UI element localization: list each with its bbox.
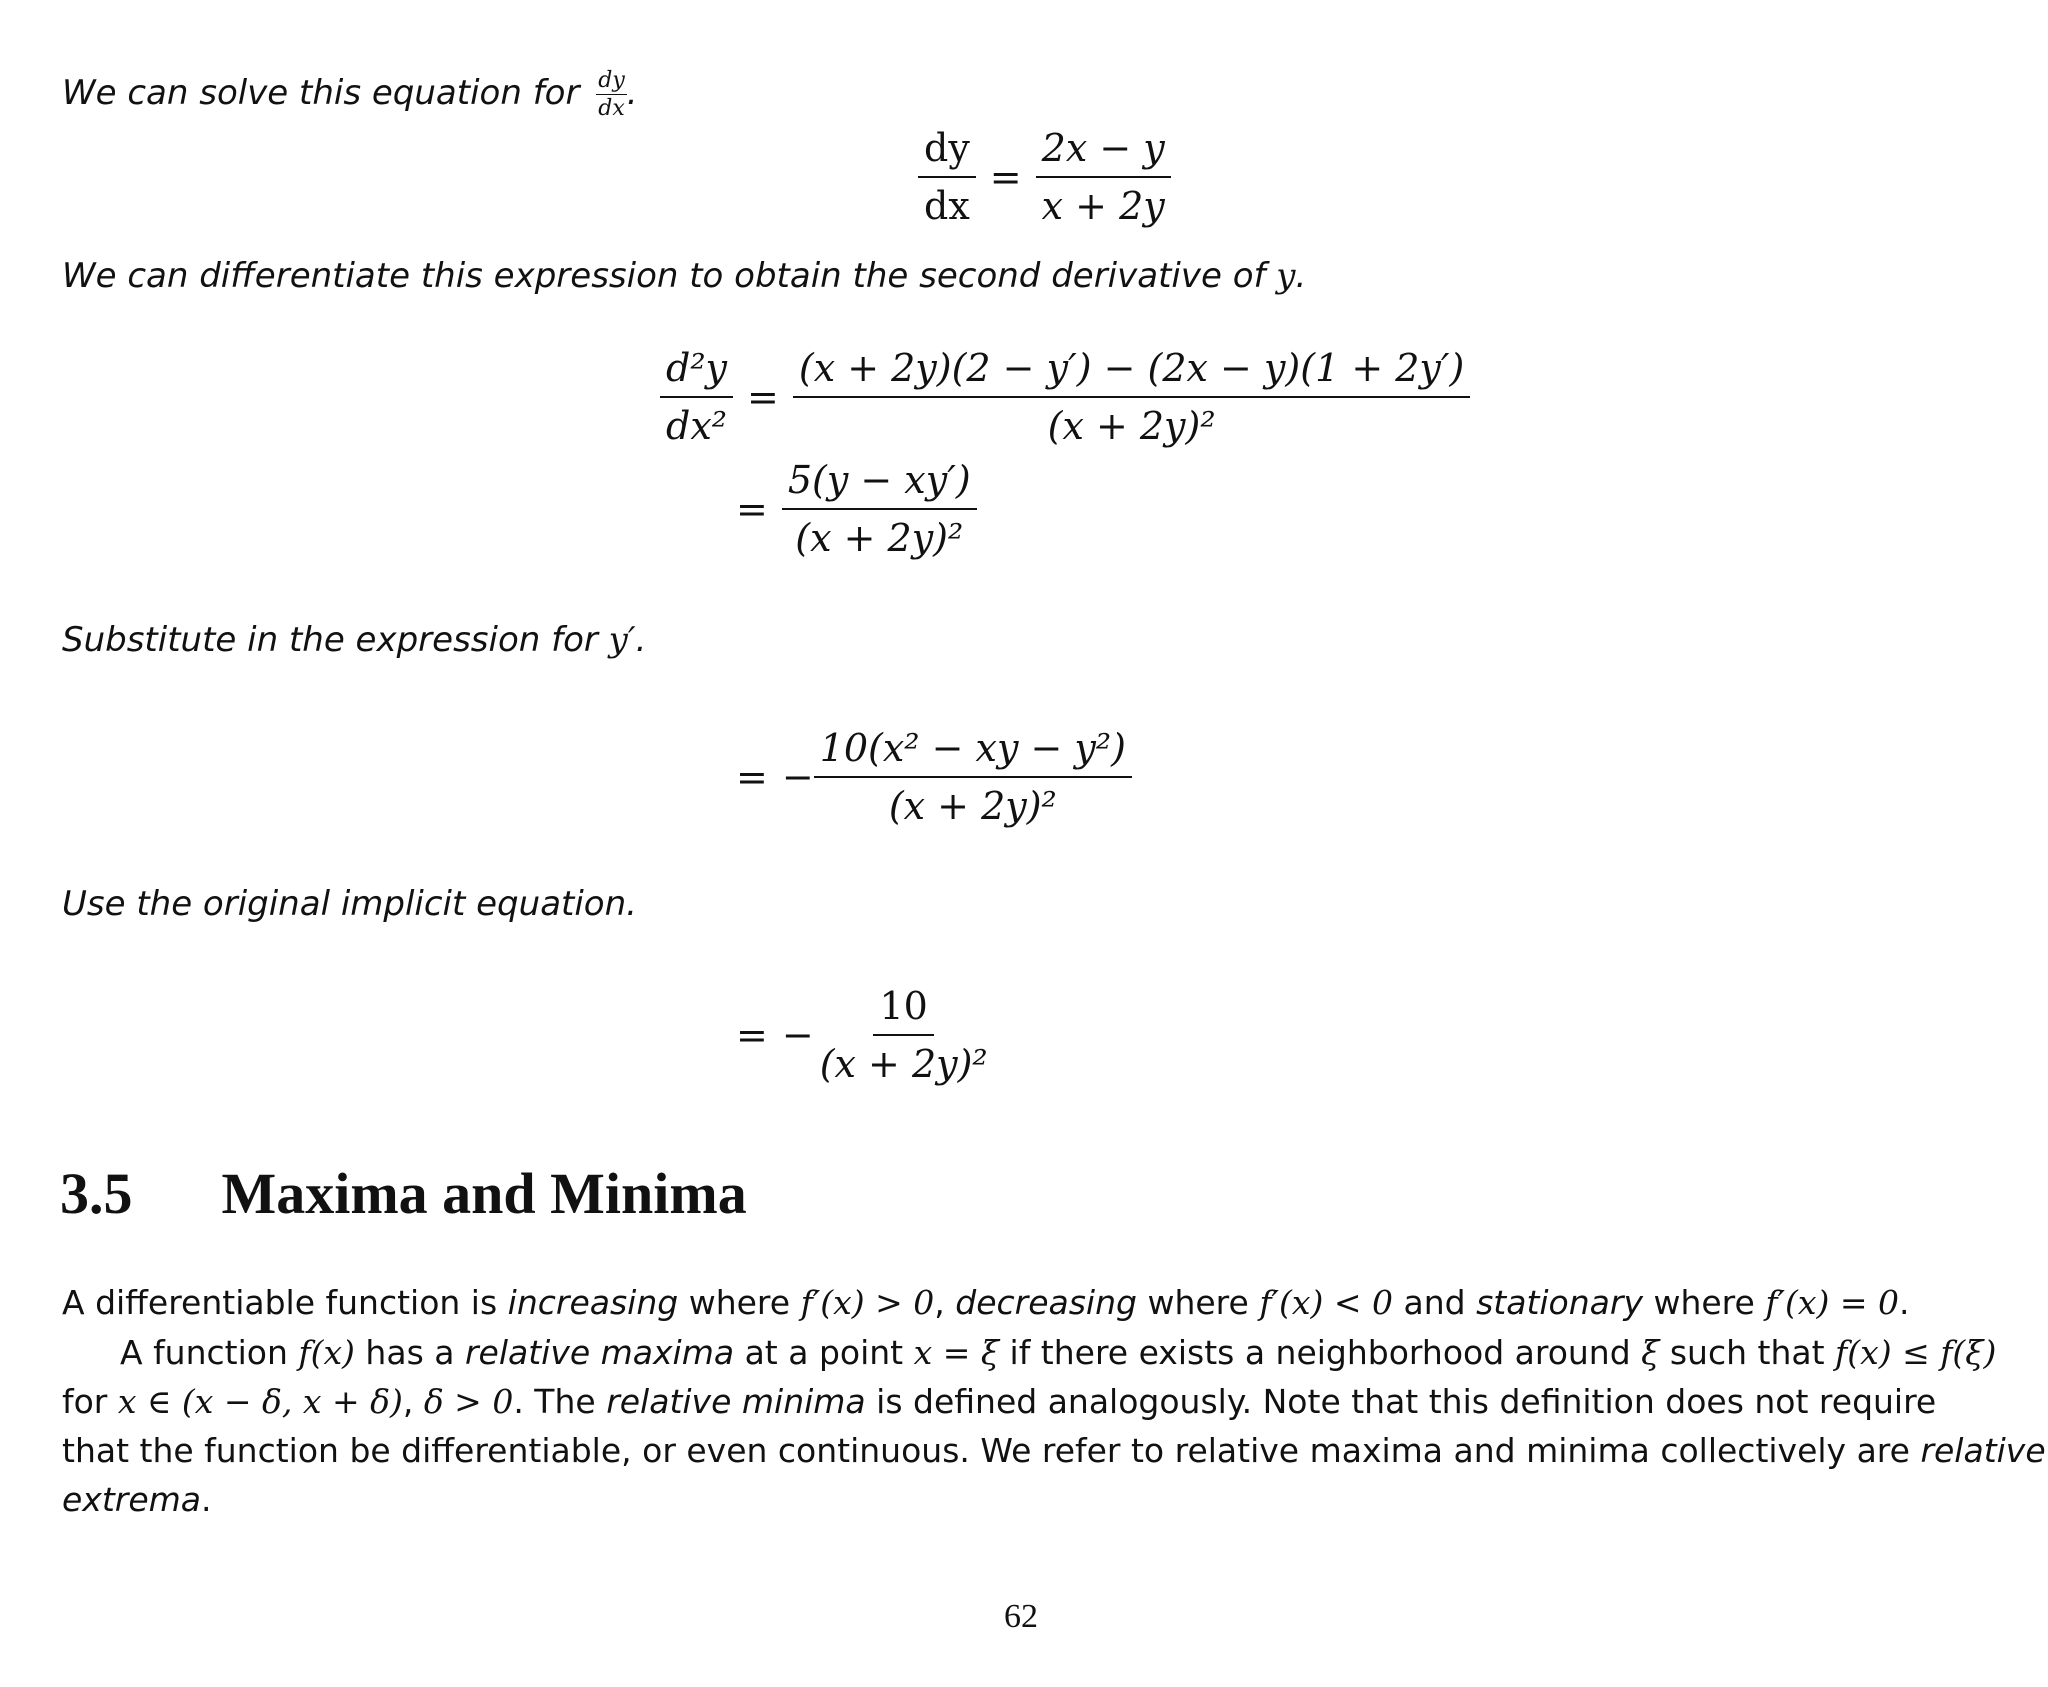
paragraph-relative-extrema-line-3 <box>62 1426 2046 1475</box>
eq3-equals: = <box>736 487 768 531</box>
equation-final <box>722 984 994 1086</box>
p2-math-3: ξ <box>1641 1333 1660 1372</box>
p2-text-8: . The <box>513 1382 607 1421</box>
note-solve <box>62 68 638 121</box>
note-differentiate <box>62 256 1306 296</box>
note-use-original-text: Use the original implicit equation. <box>62 884 637 924</box>
equation-first-derivative <box>918 126 1171 228</box>
eq5-rhs-num: 10 <box>873 984 933 1036</box>
eq5-rhs-den: (x + 2y)² <box>819 1042 988 1086</box>
equation-simplified <box>722 458 977 560</box>
note-use-original <box>62 884 637 924</box>
p2-math-2: x = ξ <box>913 1333 1000 1372</box>
note-substitute-text: Substitute in the expression for <box>62 620 598 660</box>
p2-term-extrema: extrema <box>62 1480 202 1519</box>
p2-text-6: for <box>62 1382 118 1421</box>
eq1-equals: = <box>989 155 1022 199</box>
p1-math-1: f′(x) > 0 <box>800 1283 935 1322</box>
eq1-lhs-den: dx <box>924 184 970 228</box>
p1-text-1: A differentiable function is <box>62 1283 508 1322</box>
note-differentiate-var: y <box>1276 256 1296 296</box>
paragraph-relative-extrema-line-2 <box>62 1377 1936 1426</box>
inline-dydx-fraction <box>596 68 627 121</box>
section-heading <box>60 1160 747 1227</box>
eq2-rhs-num: (x + 2y)(2 − y′) − (2x − y)(1 + 2y′) <box>793 346 1470 398</box>
paragraph-relative-extrema-line-1 <box>120 1328 1996 1377</box>
page-number: 62 <box>1004 1598 1038 1635</box>
eq4-rhs <box>814 726 1132 828</box>
p2-text-2: has a <box>354 1333 465 1372</box>
inline-frac-num: dy <box>598 68 625 93</box>
p2-term-relative-maxima: relative maxima <box>464 1333 735 1372</box>
p1-term-stationary: stationary <box>1476 1283 1643 1322</box>
eq5-sign: − <box>781 1013 814 1057</box>
equation-second-derivative <box>660 346 1470 448</box>
inline-frac-den: dx <box>598 96 625 121</box>
p1-term-increasing: increasing <box>507 1283 679 1322</box>
eq1-rhs-den: x + 2y <box>1041 184 1165 228</box>
p2-text-9: is defined analogously. Note that this definition does not require <box>865 1382 1937 1421</box>
p2-text-11: . <box>201 1480 212 1519</box>
p2-math-4: f(x) ≤ f(ξ) <box>1835 1333 1997 1372</box>
p2-text-3: at a point <box>734 1333 914 1372</box>
p1-math-2: f′(x) < 0 <box>1259 1283 1394 1322</box>
p1-text-5: and <box>1393 1283 1477 1322</box>
p2-term-relative: relative <box>1920 1431 2046 1470</box>
eq3-rhs-num: 5(y − xy′) <box>782 458 977 510</box>
note-substitute <box>62 620 646 660</box>
eq1-lhs <box>918 126 976 228</box>
eq2-rhs <box>793 346 1470 448</box>
p2-text-5: such that <box>1659 1333 1836 1372</box>
section-number: 3.5 <box>60 1161 133 1226</box>
eq1-rhs <box>1036 126 1171 228</box>
eq2-lhs-den: dx² <box>666 404 728 448</box>
eq4-equals: = <box>736 755 768 799</box>
p2-math-1: f(x) <box>298 1333 355 1372</box>
eq4-rhs-num: 10(x² − xy − y²) <box>814 726 1132 778</box>
p2-math-5: x ∈ (x − δ, x + δ) <box>117 1382 403 1421</box>
eq2-equals: = <box>747 375 779 419</box>
eq4-rhs-den: (x + 2y)² <box>888 784 1057 828</box>
note-substitute-var: y′ <box>608 620 636 660</box>
note-differentiate-suffix: . <box>1295 256 1307 296</box>
eq5-equals: = <box>736 1013 768 1057</box>
eq1-lhs-num: dy <box>918 126 976 178</box>
eq5-rhs <box>814 984 994 1086</box>
paragraph-monotonicity <box>62 1278 1910 1327</box>
eq1-rhs-num: 2x − y <box>1036 126 1171 178</box>
note-differentiate-text: We can differentiate this expression to obtain the second derivative of <box>62 256 1266 296</box>
p1-text-2: where <box>678 1283 801 1322</box>
p2-math-6: δ > 0 <box>423 1382 514 1421</box>
p2-text-10: that the function be differentiable, or even continuous. We refer to relative maxima and minima collectively are <box>62 1431 1921 1470</box>
paragraph-relative-extrema-line-4 <box>62 1475 212 1524</box>
eq2-lhs <box>660 346 733 448</box>
eq4-sign: − <box>781 755 814 799</box>
p2-term-relative-minima: relative minima <box>606 1382 866 1421</box>
note-substitute-suffix: . <box>635 620 647 660</box>
eq2-rhs-den: (x + 2y)² <box>1047 404 1216 448</box>
section-title: Maxima and Minima <box>221 1161 747 1226</box>
p1-math-3: f′(x) = 0 <box>1765 1283 1900 1322</box>
p1-text-4: where <box>1136 1283 1260 1322</box>
equation-substituted <box>722 726 1132 828</box>
p1-text-3: , <box>934 1283 956 1322</box>
p1-text-7: . <box>1899 1283 1910 1322</box>
p1-text-6: where <box>1642 1283 1766 1322</box>
p2-text-7: , <box>402 1382 424 1421</box>
eq3-rhs-den: (x + 2y)² <box>795 516 964 560</box>
p2-text-4: if there exists a neighborhood around <box>999 1333 1642 1372</box>
note-solve-suffix: . <box>626 73 638 113</box>
eq3-rhs <box>782 458 977 560</box>
p1-term-decreasing: decreasing <box>955 1283 1137 1322</box>
note-solve-text: We can solve this equation for <box>62 73 580 113</box>
eq2-lhs-num: d²y <box>660 346 733 398</box>
p2-text-1: A function <box>120 1333 299 1372</box>
